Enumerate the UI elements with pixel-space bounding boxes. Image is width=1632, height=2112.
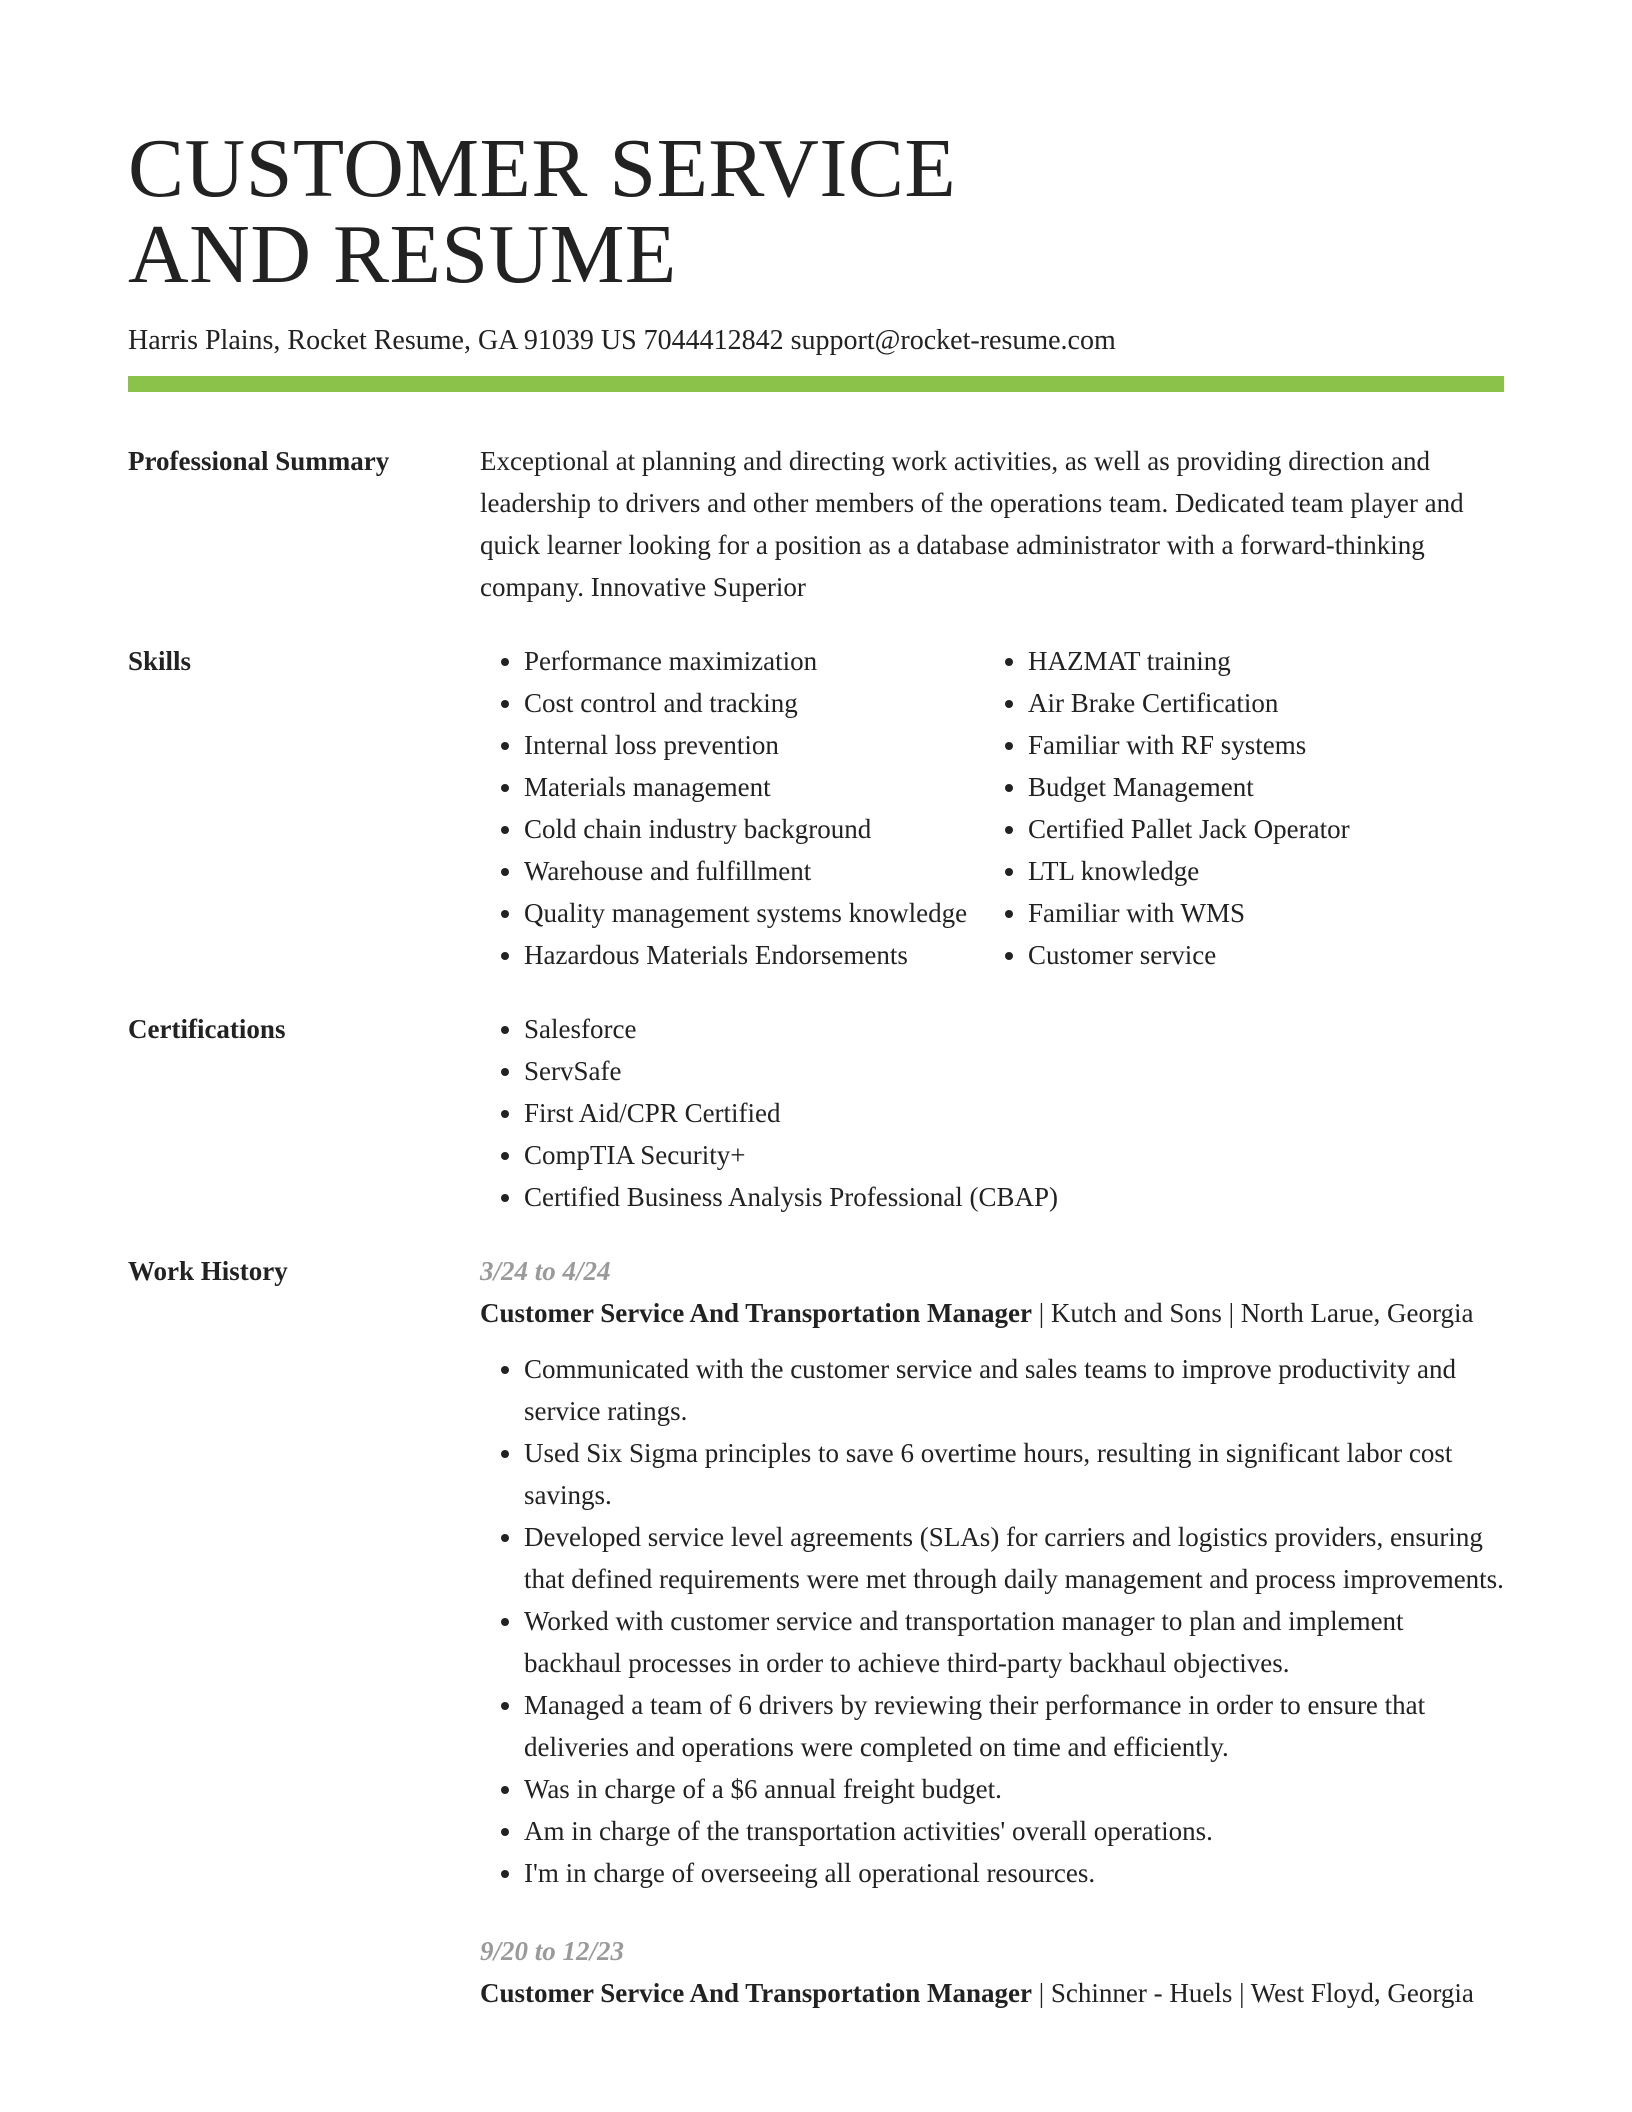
section-content — [480, 440, 1504, 608]
resume-body — [128, 440, 1504, 2050]
skill-item: • Familiar with RF systems — [1028, 724, 1504, 766]
section-label: Work History — [128, 1256, 288, 1286]
job-bullet: • Was in charge of a $6 annual freight budget. — [524, 1768, 1504, 1810]
contact-info: Harris Plains, Rocket Resume, GA 91039 US 7044412842 support@rocket-resume.com — [128, 325, 1116, 356]
certification-item: • CompTIA Security+ — [524, 1134, 1504, 1176]
section-label: Skills — [128, 646, 192, 676]
job-entry — [480, 1250, 1504, 1894]
section-skills — [128, 640, 1504, 976]
job-bullet: • I'm in charge of overseeing all operational resources. — [524, 1852, 1504, 1894]
job-bullet: • Am in charge of the transportation activities' overall operations. — [524, 1810, 1504, 1852]
skills-column-2 — [984, 640, 1504, 976]
job-title: Customer Service And Transportation Manager — [480, 1978, 1032, 2008]
skill-item: • LTL knowledge — [1028, 850, 1504, 892]
job-dates: 9/20 to 12/23 — [480, 1936, 625, 1966]
skill-item: • Warehouse and fulfillment — [524, 850, 984, 892]
job-bullets — [480, 1348, 1504, 1894]
skills-grid — [480, 640, 1504, 976]
skills-column-1 — [480, 640, 984, 976]
title-line-2: AND RESUME — [128, 208, 677, 301]
skill-item: • Performance maximization — [524, 640, 984, 682]
section-professional-summary — [128, 440, 1504, 608]
skill-item: • Internal loss prevention — [524, 724, 984, 766]
skill-item: • Familiar with WMS — [1028, 892, 1504, 934]
job-details: | Schinner - Huels | West Floyd, Georgia — [1031, 1978, 1474, 2008]
certification-item: • Certified Business Analysis Professional (CBAP) — [524, 1176, 1504, 1218]
job-title: Customer Service And Transportation Manager — [480, 1298, 1032, 1328]
skill-item: • Cold chain industry background — [524, 808, 984, 850]
job-heading — [480, 1292, 1504, 1334]
skill-item: • Hazardous Materials Endorsements — [524, 934, 984, 976]
section-content — [480, 1250, 1504, 2050]
skill-item: • Budget Management — [1028, 766, 1504, 808]
section-work-history — [128, 1250, 1504, 2050]
accent-rule — [128, 376, 1504, 392]
job-dates: 3/24 to 4/24 — [480, 1256, 611, 1286]
title-line-1: CUSTOMER SERVICE — [128, 122, 957, 215]
summary-text: Exceptional at planning and directing work activities, as well as providing direction and leadership to drivers and other members of the operations team. Dedicated team player and quick learner looking for a position as a database administrator with a forward-thinking company. Innovative Superior — [480, 446, 1464, 602]
certification-item: • First Aid/CPR Certified — [524, 1092, 1504, 1134]
job-entry — [480, 1930, 1504, 2014]
section-certifications — [128, 1008, 1504, 1218]
skill-item: • Cost control and tracking — [524, 682, 984, 724]
skill-item: • HAZMAT training — [1028, 640, 1504, 682]
job-bullet: • Worked with customer service and transportation manager to plan and implement backhaul processes in order to achieve third-party backhaul objectives. — [524, 1600, 1504, 1684]
resume-page — [128, 122, 1504, 2050]
certifications-list — [480, 1008, 1504, 1218]
job-bullet: • Communicated with the customer service and sales teams to improve productivity and service ratings. — [524, 1348, 1504, 1432]
job-heading — [480, 1972, 1504, 2014]
section-label: Professional Summary — [128, 446, 390, 476]
job-bullet: • Managed a team of 6 drivers by reviewing their performance in order to ensure that deliveries and operations were completed on time and efficiently. — [524, 1684, 1504, 1768]
skill-item: • Air Brake Certification — [1028, 682, 1504, 724]
certification-item: • ServSafe — [524, 1050, 1504, 1092]
skill-item: • Materials management — [524, 766, 984, 808]
skill-item: • Quality management systems knowledge — [524, 892, 984, 934]
section-content — [480, 1008, 1504, 1218]
skill-item: • Customer service — [1028, 934, 1504, 976]
section-label: Certifications — [128, 1014, 286, 1044]
certification-item: • Salesforce — [524, 1008, 1504, 1050]
skill-item: • Certified Pallet Jack Operator — [1028, 808, 1504, 850]
job-details: | Kutch and Sons | North Larue, Georgia — [1031, 1298, 1474, 1328]
job-bullet: • Developed service level agreements (SLAs) for carriers and logistics providers, ensuring that defined requirements were met through daily management and process improvements. — [524, 1516, 1504, 1600]
job-bullet: • Used Six Sigma principles to save 6 overtime hours, resulting in significant labor cost savings. — [524, 1432, 1504, 1516]
resume-title — [128, 122, 1504, 301]
